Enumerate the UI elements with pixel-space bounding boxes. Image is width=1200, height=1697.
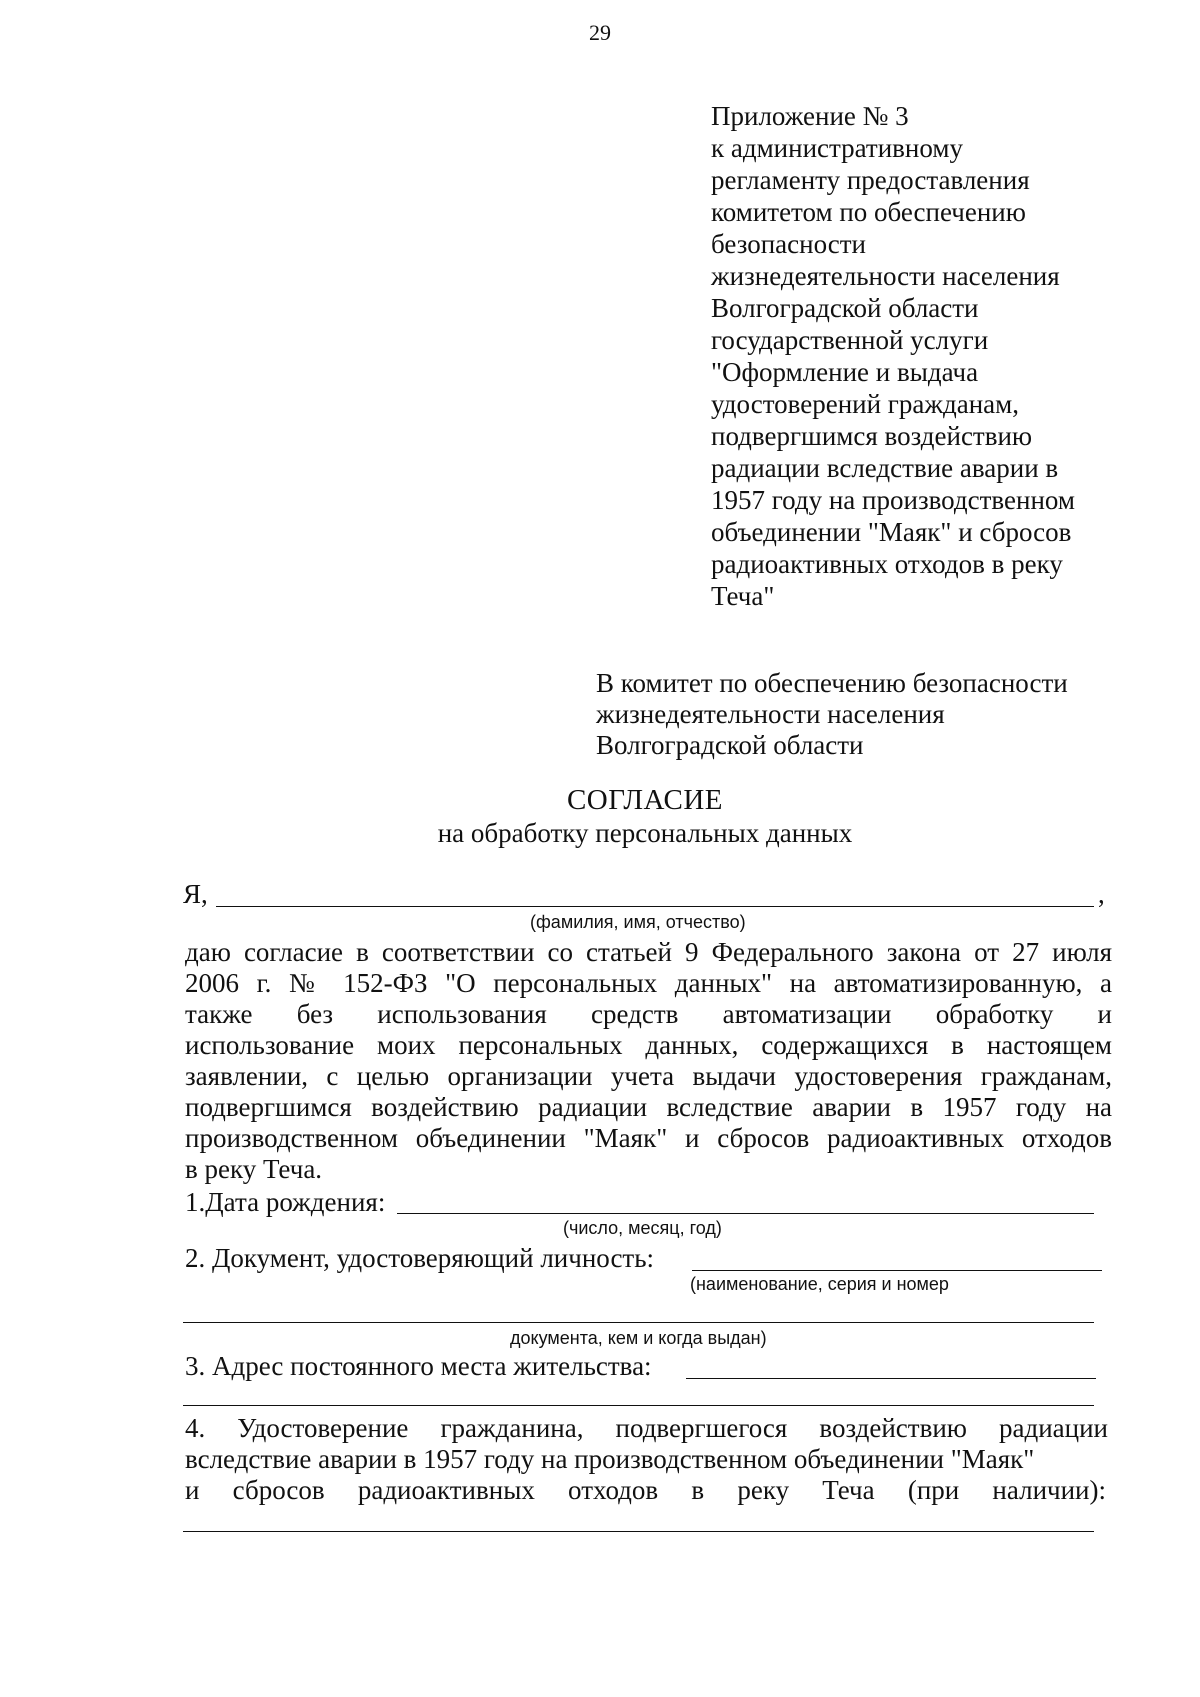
consent-text-line: в реку Теча. — [185, 1154, 323, 1184]
consent-text-line: подвергшимся воздействию радиации вследствие аварии в 1957 году на — [185, 1092, 1112, 1122]
appendix-line: подвергшимся воздействию — [711, 421, 1033, 451]
appendix-line: радиоактивных отходов в реку — [711, 549, 1063, 579]
certificate-text-line: и сбросов радиоактивных отходов в реку Теча (при наличии): — [185, 1475, 1106, 1505]
certificate-field[interactable] — [183, 1531, 1094, 1532]
addressee-block — [596, 668, 1176, 761]
address-field-continued[interactable] — [183, 1405, 1094, 1406]
appendix-line: Приложение № 3 — [711, 101, 909, 131]
id-document-field[interactable] — [692, 1270, 1102, 1271]
consent-text-line: также без использования средств автоматизации обработку и — [185, 999, 1112, 1029]
appendix-line: жизнедеятельности населения — [711, 261, 1060, 291]
consent-text-line: 2006 г. № 152-ФЗ "О персональных данных" на автоматизированную, а — [185, 968, 1112, 998]
appendix-line: безопасности — [711, 229, 866, 259]
consent-text-line: производственном объединении "Маяк" и сбросов радиоактивных отходов — [185, 1123, 1112, 1153]
appendix-block — [711, 100, 1181, 612]
appendix-line: Волгоградской области — [711, 293, 979, 323]
appendix-line: регламенту предоставления — [711, 165, 1030, 195]
appendix-line: радиации вследствие аварии в — [711, 453, 1059, 483]
appendix-line: объединении "Маяк" и сбросов — [711, 517, 1072, 547]
full-name-field[interactable] — [216, 906, 1094, 907]
address-field[interactable] — [686, 1378, 1096, 1379]
id-document-hint-continued: документа, кем и когда выдан) — [510, 1328, 767, 1348]
birth-date-label: 1.Дата рождения: — [185, 1187, 386, 1217]
certificate-text-line: 4. Удостоверение гражданина, подвергшегося воздействию радиации — [185, 1413, 1108, 1443]
birth-date-field[interactable] — [397, 1213, 1094, 1214]
name-prefix: Я, — [183, 879, 208, 909]
addressee-line: жизнедеятельности населения — [596, 699, 945, 729]
consent-text-line: даю согласие в соответствии со статьей 9 Федерального закона от 27 июля — [185, 937, 1112, 967]
address-label: 3. Адрес постоянного места жительства: — [185, 1351, 652, 1381]
appendix-line: 1957 году на производственном — [711, 485, 1075, 515]
consent-text-line: заявлении, с целью организации учета выдачи удостоверения гражданам, — [185, 1061, 1112, 1091]
appendix-line: государственной услуги — [711, 325, 989, 355]
certificate-text-line: вследствие аварии в 1957 году на производственном объединении "Маяк" — [185, 1444, 1035, 1474]
page-number: 29 — [589, 20, 611, 45]
consent-text-line: использование моих персональных данных, содержащихся в настоящем — [185, 1030, 1112, 1060]
appendix-line: к административному — [711, 133, 963, 163]
name-suffix: , — [1098, 879, 1105, 909]
appendix-line: "Оформление и выдача — [711, 357, 979, 387]
birth-date-hint: (число, месяц, год) — [563, 1218, 722, 1238]
id-document-field-continued[interactable] — [183, 1322, 1094, 1323]
addressee-line: Волгоградской области — [596, 730, 864, 760]
document-title: СОГЛАСИЕ — [566, 784, 724, 816]
document-subtitle: на обработку персональных данных — [437, 818, 853, 848]
id-document-hint: (наименование, серия и номер — [690, 1274, 949, 1294]
full-name-hint: (фамилия, имя, отчество) — [530, 912, 746, 932]
appendix-line: Теча" — [711, 581, 775, 611]
addressee-line: В комитет по обеспечению безопасности — [596, 668, 1068, 698]
appendix-line: комитетом по обеспечению — [711, 197, 1026, 227]
id-document-label: 2. Документ, удостоверяющий личность: — [185, 1243, 655, 1273]
appendix-line: удостоверений гражданам, — [711, 389, 1019, 419]
